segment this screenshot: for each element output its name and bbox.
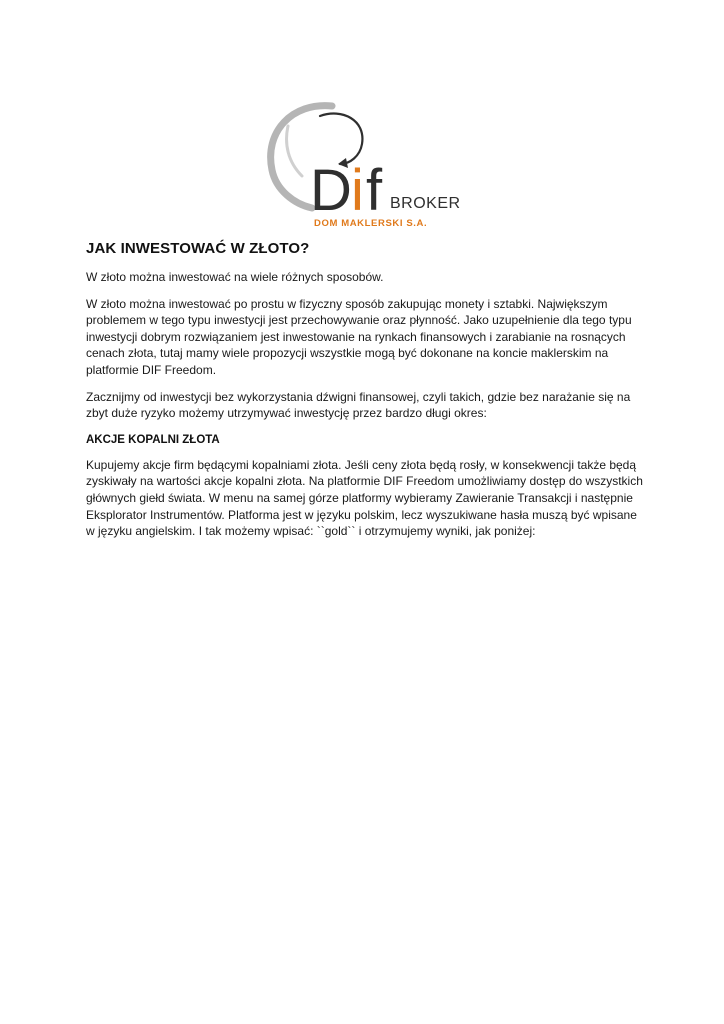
paragraph-no-leverage: Zacznijmy od inwestycji bez wykorzystania dźwigni finansowej, czyli takich, gdzie bez narażanie się na zbyt duże ryzyko możemy utrzymywać inwestycję przez bardzo długi okres: xyxy=(86,389,631,421)
paragraph-physical-gold: W złoto można inwestować po prostu w fizyczny sposób zakupując monety i sztabki. Największym problemem w tego typu inwestycji jest przechowywanie oraz płynność. Jako uzupełnienie dla tego typu inwestycji dobrym rozwiązaniem jest inwestowanie na rynkach finansowych i zarabianie na rosnących cenach złota, tutaj mamy wiele propozycji wszystkie mogą być dokonane na koncie maklerskim na platformie DIF Freedom. xyxy=(86,296,632,377)
dif-broker-logo xyxy=(262,100,462,234)
section-heading-gold-mines: AKCJE KOPALNI ZŁOTA xyxy=(86,433,220,446)
logo-broker-word: BROKER xyxy=(390,195,461,212)
document-title: JAK INWESTOWAĆ W ZŁOTO? xyxy=(86,240,310,257)
svg-text:f: f xyxy=(366,158,383,223)
logo-swoosh-inner xyxy=(320,114,362,164)
logo-tagline: DOM MAKLERSKI S.A. xyxy=(314,218,428,229)
paragraph-intro: W złoto można inwestować na wiele różnych sposobów. xyxy=(86,270,384,284)
document-body xyxy=(86,240,646,550)
svg-text:D: D xyxy=(310,158,352,223)
svg-text:i: i xyxy=(351,158,364,223)
paragraph-gold-mines: Kupujemy akcje firm będącymi kopalniami złota. Jeśli ceny złota będą rosły, w konsekwencji także będą zyskiwały na wartości akcje kopalni złota. Na platformie DIF Freedom umożliwiamy dostęp do wszystkich głównych giełd świata. W menu na samej górze platformy wybieramy Zawieranie Transakcji i następnie Eksplorator Instrumentów. Platforma jest w języku polskim, lecz wyszukiwane hasła muszą być wpisane w języku angielskim. I tak możemy wpisać: ``gold`` i otrzymujemy wyniki, jak poniżej: xyxy=(86,457,643,539)
